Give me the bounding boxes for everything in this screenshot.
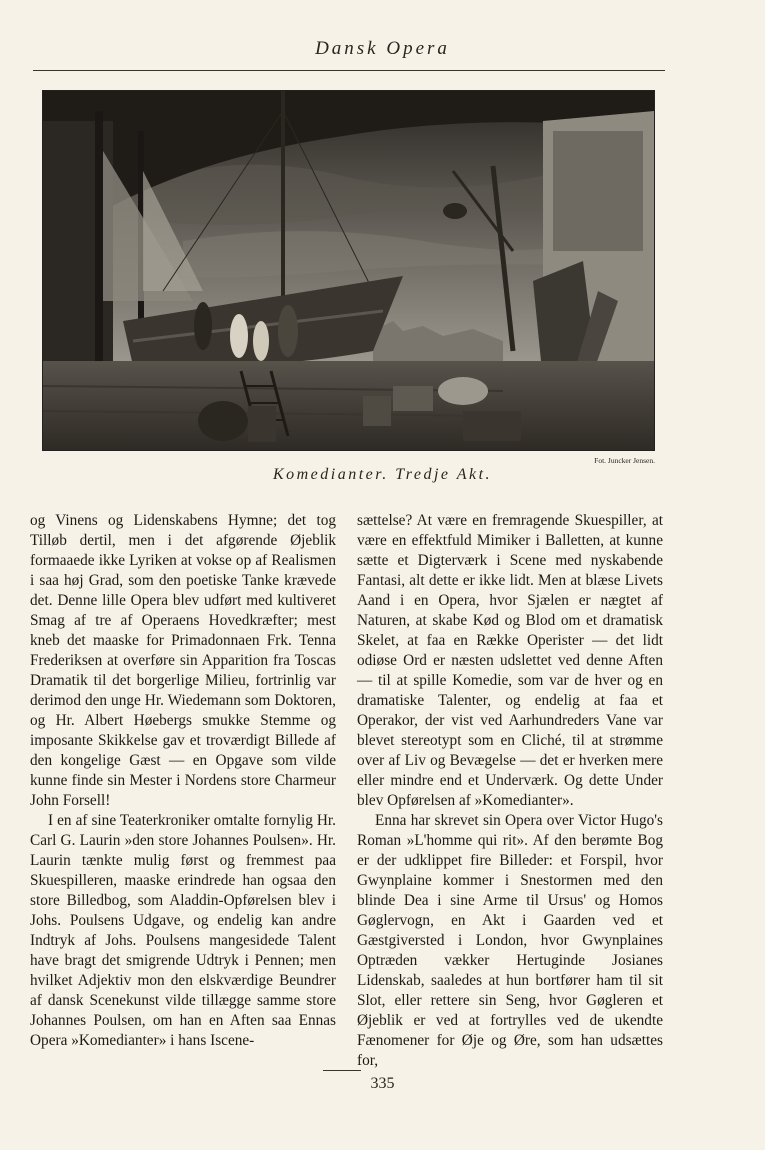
figure-caption: Komedianter. Tredje Akt. — [272, 466, 493, 483]
photo-credit: Fot. Juncker Jensen. — [594, 456, 655, 465]
stage-photo-illustration — [43, 91, 654, 450]
page-number: 335 — [370, 1075, 395, 1092]
paragraph: Enna har skrevet sin Opera over Victor Hugo's Roman »L'homme qui rit». Af den berømte Bog er der udklippet fire Billeder: et Forspil, hvor Gwynplaine kommer i Snestormen med den blinde Dea i sine Arme til Ursus' og Homos Gøglervogn, en Akt i Gaarden ved et Gæstgiversted i London, hvor Gwynplaines Optræden vækker Hertuginde Josianes Lidenskab, saaledes at hun bortfører ham til sit Slot, eller rettere sin Seng, hvor Gøgleren et Øjeblik er ved at fortrylles ved de ukendte Fænomener for Øje og Øre, som han udsættes for, — [357, 812, 663, 1069]
paragraph: I en af sine Teaterkroniker omtalte fornylig Hr. Carl G. Laurin »den store Johannes Poulsen». Hr. Laurin tænkte mulig først og fremmest paa Skuespilleren, maaske erindrede han ogsaa den store Billedbog, som Aladdin-Opførelsen blev i Johs. Poulsens Udgave, og endelig kan andre Indtryk af Johs. Poulsens mangesidede Talent have bragt det smigrende Udtryk i Pennen; men hvilket Adjektiv mon den elskværdige Beundrer af dansk Scenekunst vilde tillægge samme store Johannes Poulsen, om han en Aften saa Ennas Opera »Komedianter» i hans Iscene- — [30, 812, 336, 1049]
running-title: Dansk Opera — [315, 38, 450, 59]
footer-rule — [323, 1070, 361, 1071]
left-text-column — [30, 511, 336, 1051]
paragraph: sættelse? At være en fremragende Skuespiller, at være en effektfuld Mimiker i Balletten, at kunne sætte et Digterværk i Scene med nyskabende Fantasi, alt dette er ikke lidt. Men at blæse Livets Aand i en Opera, hvor Sjælen er nægtet af Naturen, at skabe Kød og Blod om et dramatisk Skelet, at faa en Række Operister — det lidt odiøse Ord er næsten udslettet ved denne Aften — til at spille Komedie, som var de hver og en dramatiske Talenter, og endelig at faa et Operakor, der vist ved Aarhundreders Vane var blevet stereotypt som en Cliché, til at strømme over af Liv og Bevægelse — det er hverken mere eller mindre end et Underværk. Og dette Under blev Opførelsen af »Komedianter». — [357, 512, 663, 809]
stage-photograph — [42, 90, 655, 451]
header-rule — [33, 70, 665, 71]
paragraph: og Vinens og Lidenskabens Hymne; det tog Tilløb dertil, men i det afgørende Øjeblik formaaede ikke Lyriken at vokse op af Realismen i saa høj Grad, som den poetiske Tanke krævede det. Denne lille Opera blev udført med kultiveret Smag af tre af Operaens Hovedkræfter; mest kneb det maaske for Primadonnaen Frk. Tenna Frederiksen at overføre sin Apparition fra Toscas Dramatik til det borgerlige Milieu, fortrinlig var derimod den unge Hr. Wiedemann som Doktoren, og Hr. Albert Høebergs smukke Stemme og imposante Skikkelse gav et troværdigt Billede af den kongelige Gæst — en Opgave som vilde kunne finde sin Mester i Nordens store Charmeur John Forsell! — [30, 512, 336, 809]
right-text-column — [357, 511, 663, 1071]
